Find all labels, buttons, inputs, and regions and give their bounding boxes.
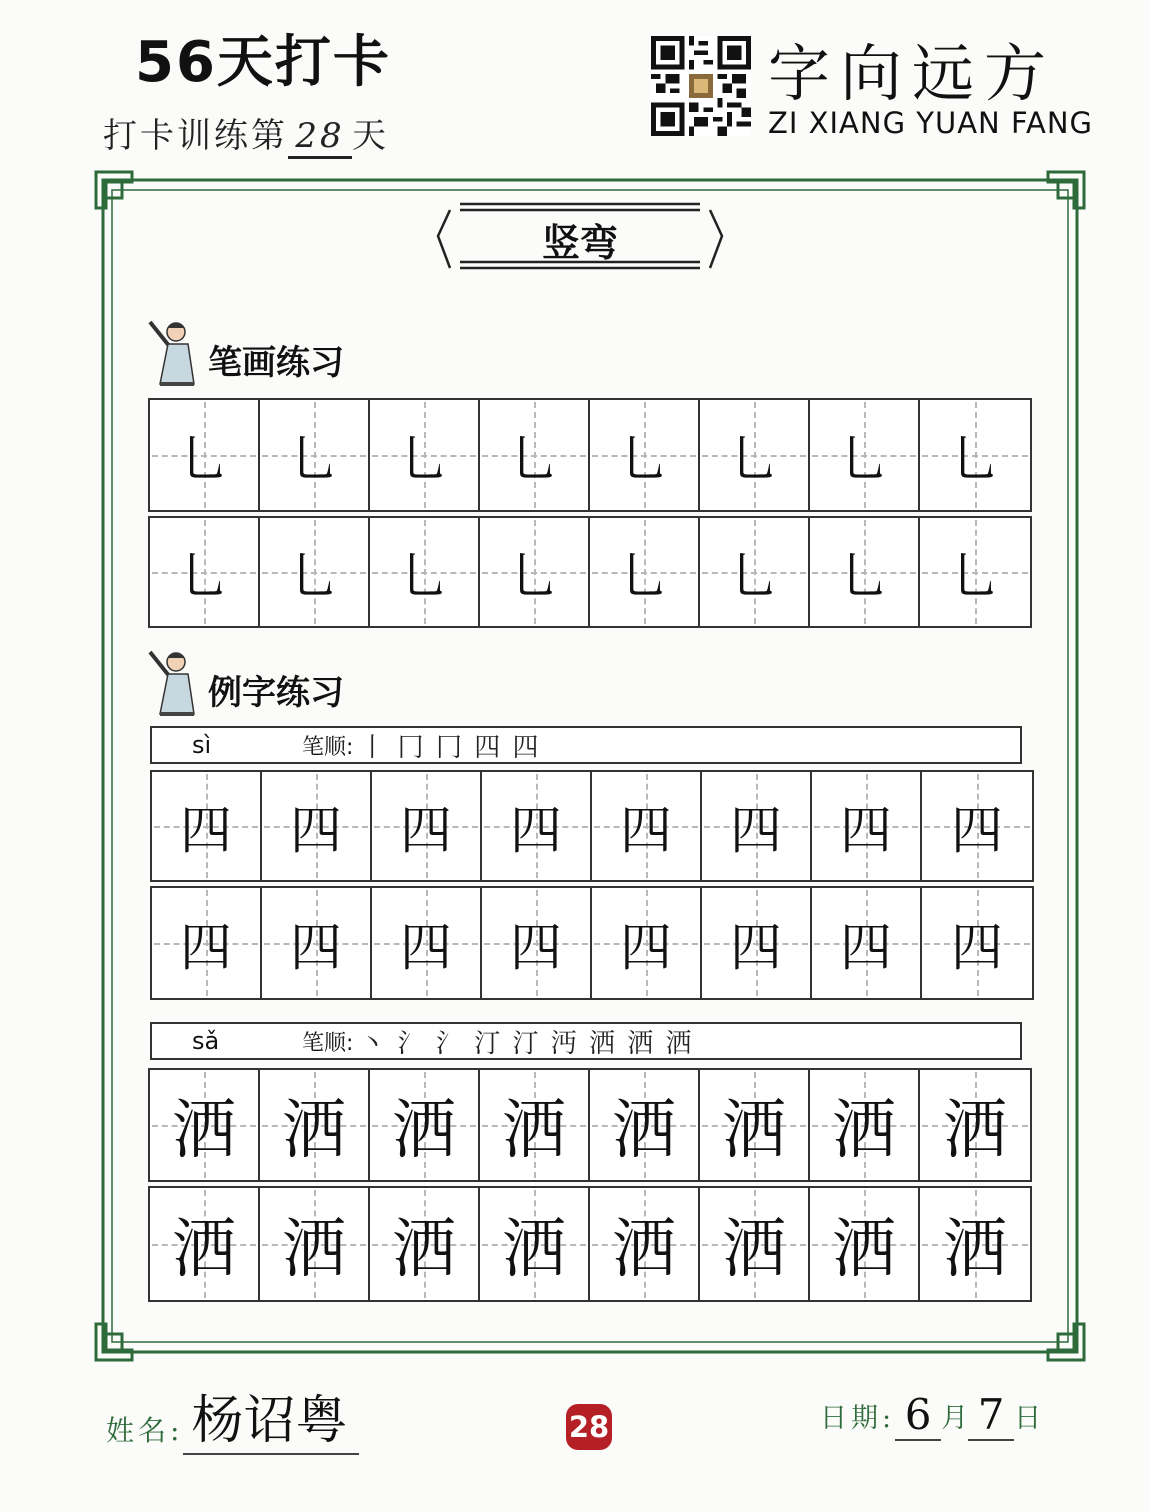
practice-character: 乚 bbox=[729, 430, 779, 488]
practice-character: 乚 bbox=[179, 430, 229, 488]
month-unit: 月 bbox=[941, 1403, 969, 1434]
practice-character: 乚 bbox=[839, 547, 889, 605]
practice-character: 乚 bbox=[289, 430, 339, 488]
practice-character: 四 bbox=[619, 801, 672, 862]
page-number-badge: 28 bbox=[566, 1404, 612, 1450]
practice-character: 乚 bbox=[399, 547, 449, 605]
practice-character: 洒 bbox=[502, 1094, 566, 1168]
stroke-order-label: 笔顺: bbox=[302, 734, 354, 760]
practice-cell bbox=[592, 772, 702, 880]
practice-cell bbox=[702, 888, 812, 998]
student-name-field bbox=[106, 1378, 359, 1455]
practice-character: 四 bbox=[729, 918, 782, 979]
practice-cell bbox=[812, 888, 922, 998]
stroke-grid-row-2 bbox=[148, 516, 1032, 628]
brand-name-cn: 字向远方 bbox=[768, 37, 1057, 110]
practice-character: 乚 bbox=[289, 547, 339, 605]
practice-cell bbox=[922, 772, 1032, 880]
practice-cell bbox=[920, 1188, 1030, 1300]
character-info-bar-si bbox=[150, 726, 1022, 764]
practice-character: 洒 bbox=[172, 1094, 236, 1168]
practice-cell bbox=[150, 1070, 260, 1180]
page-title: 56天打卡 bbox=[135, 30, 391, 95]
name-label: 姓名: bbox=[106, 1414, 184, 1447]
practice-character: 乚 bbox=[950, 547, 1000, 605]
practice-cell bbox=[260, 1188, 370, 1300]
practice-character: 乚 bbox=[399, 430, 449, 488]
practice-character: 四 bbox=[839, 801, 892, 862]
practice-cell bbox=[590, 518, 700, 626]
practice-cell bbox=[810, 400, 920, 510]
scholar-brush-icon bbox=[146, 318, 204, 388]
practice-character: 四 bbox=[729, 801, 782, 862]
practice-cell bbox=[262, 888, 372, 998]
scholar-brush-icon bbox=[146, 648, 204, 718]
day-suffix: 天 bbox=[352, 116, 389, 156]
practice-cell bbox=[482, 888, 592, 998]
practice-cell bbox=[920, 400, 1030, 510]
day-unit: 日 bbox=[1014, 1403, 1042, 1434]
practice-character: 四 bbox=[509, 801, 562, 862]
pinyin-label: sì bbox=[192, 731, 212, 759]
practice-cell bbox=[700, 518, 810, 626]
example-grid-row-si-2 bbox=[150, 886, 1034, 1000]
practice-character: 洒 bbox=[282, 1213, 346, 1287]
practice-character: 乚 bbox=[729, 547, 779, 605]
practice-character: 四 bbox=[950, 918, 1003, 979]
stroke-practice-heading bbox=[146, 318, 344, 388]
stroke-title: 竖弯 bbox=[541, 221, 618, 265]
example-grid-row-si-1 bbox=[150, 770, 1034, 882]
practice-character: 乚 bbox=[509, 547, 559, 605]
practice-character: 四 bbox=[950, 801, 1003, 862]
practice-cell bbox=[370, 518, 480, 626]
practice-cell bbox=[152, 888, 262, 998]
character-info-bar-sa bbox=[150, 1022, 1022, 1060]
name-value: 杨诏粤 bbox=[183, 1378, 359, 1455]
practice-character: 洒 bbox=[612, 1213, 676, 1287]
practice-cell bbox=[590, 1188, 700, 1300]
practice-character: 洒 bbox=[172, 1213, 236, 1287]
stroke-order-sequence: 丶 氵 氵 汀 汀 沔 洒 洒 洒 bbox=[359, 1028, 694, 1059]
practice-cell bbox=[370, 400, 480, 510]
practice-character: 洒 bbox=[722, 1094, 786, 1168]
practice-cell bbox=[702, 772, 812, 880]
practice-cell bbox=[150, 1188, 260, 1300]
practice-character: 四 bbox=[399, 801, 452, 862]
practice-cell bbox=[810, 1070, 920, 1180]
practice-cell bbox=[150, 400, 260, 510]
practice-cell bbox=[810, 1188, 920, 1300]
practice-cell bbox=[480, 1188, 590, 1300]
practice-cell bbox=[480, 518, 590, 626]
practice-cell bbox=[370, 1070, 480, 1180]
stroke-order-label: 笔顺: bbox=[302, 1030, 354, 1056]
practice-character: 乚 bbox=[619, 430, 669, 488]
practice-cell bbox=[372, 888, 482, 998]
date-day: 7 bbox=[968, 1390, 1014, 1441]
practice-cell bbox=[262, 772, 372, 880]
practice-character: 四 bbox=[839, 918, 892, 979]
practice-character: 洒 bbox=[943, 1094, 1007, 1168]
day-prefix: 打卡训练第 bbox=[103, 116, 288, 156]
practice-character: 乚 bbox=[179, 547, 229, 605]
practice-character: 乚 bbox=[839, 430, 889, 488]
practice-cell bbox=[922, 888, 1032, 998]
practice-character: 洒 bbox=[832, 1094, 896, 1168]
practice-cell bbox=[372, 772, 482, 880]
practice-cell bbox=[150, 518, 260, 626]
practice-character: 乚 bbox=[619, 547, 669, 605]
practice-cell bbox=[700, 1188, 810, 1300]
practice-character: 洒 bbox=[392, 1213, 456, 1287]
practice-cell bbox=[810, 518, 920, 626]
practice-cell bbox=[152, 772, 262, 880]
day-number: 28 bbox=[288, 116, 352, 159]
pinyin-label: sǎ bbox=[192, 1027, 220, 1055]
practice-cell bbox=[700, 400, 810, 510]
practice-cell bbox=[260, 1070, 370, 1180]
practice-cell bbox=[590, 1070, 700, 1180]
practice-character: 四 bbox=[509, 918, 562, 979]
practice-cell bbox=[260, 518, 370, 626]
practice-cell bbox=[480, 400, 590, 510]
stroke-grid-row-1 bbox=[148, 398, 1032, 512]
practice-character: 乚 bbox=[509, 430, 559, 488]
practice-character: 四 bbox=[289, 918, 342, 979]
practice-character: 洒 bbox=[502, 1213, 566, 1287]
practice-character: 四 bbox=[399, 918, 452, 979]
date-label: 日期: bbox=[820, 1403, 896, 1434]
practice-cell bbox=[482, 772, 592, 880]
practice-character: 洒 bbox=[282, 1094, 346, 1168]
example-practice-heading bbox=[146, 648, 344, 718]
practice-cell bbox=[370, 1188, 480, 1300]
practice-character: 乚 bbox=[950, 430, 1000, 488]
practice-character: 四 bbox=[179, 918, 232, 979]
practice-cell bbox=[592, 888, 702, 998]
practice-cell bbox=[920, 518, 1030, 626]
stroke-practice-label: 笔画练习 bbox=[208, 343, 344, 383]
practice-character: 四 bbox=[179, 801, 232, 862]
practice-cell bbox=[920, 1070, 1030, 1180]
practice-cell bbox=[812, 772, 922, 880]
practice-character: 洒 bbox=[943, 1213, 1007, 1287]
practice-character: 洒 bbox=[832, 1213, 896, 1287]
practice-character: 洒 bbox=[392, 1094, 456, 1168]
practice-character: 洒 bbox=[612, 1094, 676, 1168]
practice-cell bbox=[700, 1070, 810, 1180]
practice-character: 四 bbox=[619, 918, 672, 979]
practice-cell bbox=[260, 400, 370, 510]
example-grid-row-sa-2 bbox=[148, 1186, 1032, 1302]
date-month: 6 bbox=[895, 1390, 941, 1441]
practice-character: 洒 bbox=[722, 1213, 786, 1287]
example-grid-row-sa-1 bbox=[148, 1068, 1032, 1182]
brand-name-en: ZI XIANG YUAN FANG bbox=[768, 106, 1093, 140]
stroke-order-sequence: 丨 冂 冂 四 四 bbox=[359, 732, 541, 763]
practice-cell bbox=[480, 1070, 590, 1180]
date-field bbox=[820, 1390, 1041, 1441]
example-practice-label: 例字练习 bbox=[208, 673, 344, 713]
practice-cell bbox=[590, 400, 700, 510]
practice-character: 四 bbox=[289, 801, 342, 862]
